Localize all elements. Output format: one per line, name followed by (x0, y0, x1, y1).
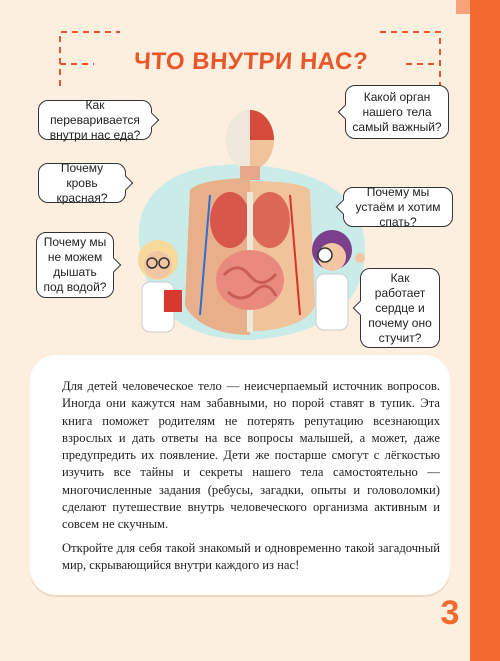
question-bubble-heart: Как работает сердце и почему оно стучит? (360, 268, 440, 348)
body-paragraph-1: Для детей человеческое тело — неисчерпаемый источник вопросов. Иногда они кажутся нам забавными, но порой ставят в тупик. Эта книга поможет родителям не потерять репутацию всезнающих взрослых и дать ответы на все вопросы малышей, а может, даже предупредить их появление. Дети же постарше смогут с лёгкостью изучить все тайны и секреты нашего тела самостоятельно — многочисленные задания (ребусы, загадки, опыты и головоломки) сделают путешествие внутрь человеческого организма активным и совсем не скучным. (62, 379, 440, 532)
anatomy-illustration (120, 100, 380, 370)
corner-decoration (456, 0, 470, 14)
page-edge-band (470, 0, 500, 661)
page-title: ЧТО ВНУТРИ НАС? (133, 48, 369, 75)
question-bubble-sleep: Почему мы устаём и хотим спать? (343, 187, 453, 227)
question-bubble-organ: Какой орган нашего тела самый важный? (345, 85, 449, 139)
question-bubble-digestion: Как переваривается внутри нас еда? (38, 100, 152, 140)
question-bubble-blood: Почему кровь красная? (38, 163, 126, 203)
page-number: 3 (440, 594, 460, 632)
title-block (40, 20, 460, 90)
question-bubble-breathing: Почему мы не можем дышать под водой? (36, 232, 114, 298)
body-paragraph-2: Откройте для себя такой знакомый и одновременно такой загадочный мир, скрывающийся внутри каждого из нас! (62, 541, 440, 573)
